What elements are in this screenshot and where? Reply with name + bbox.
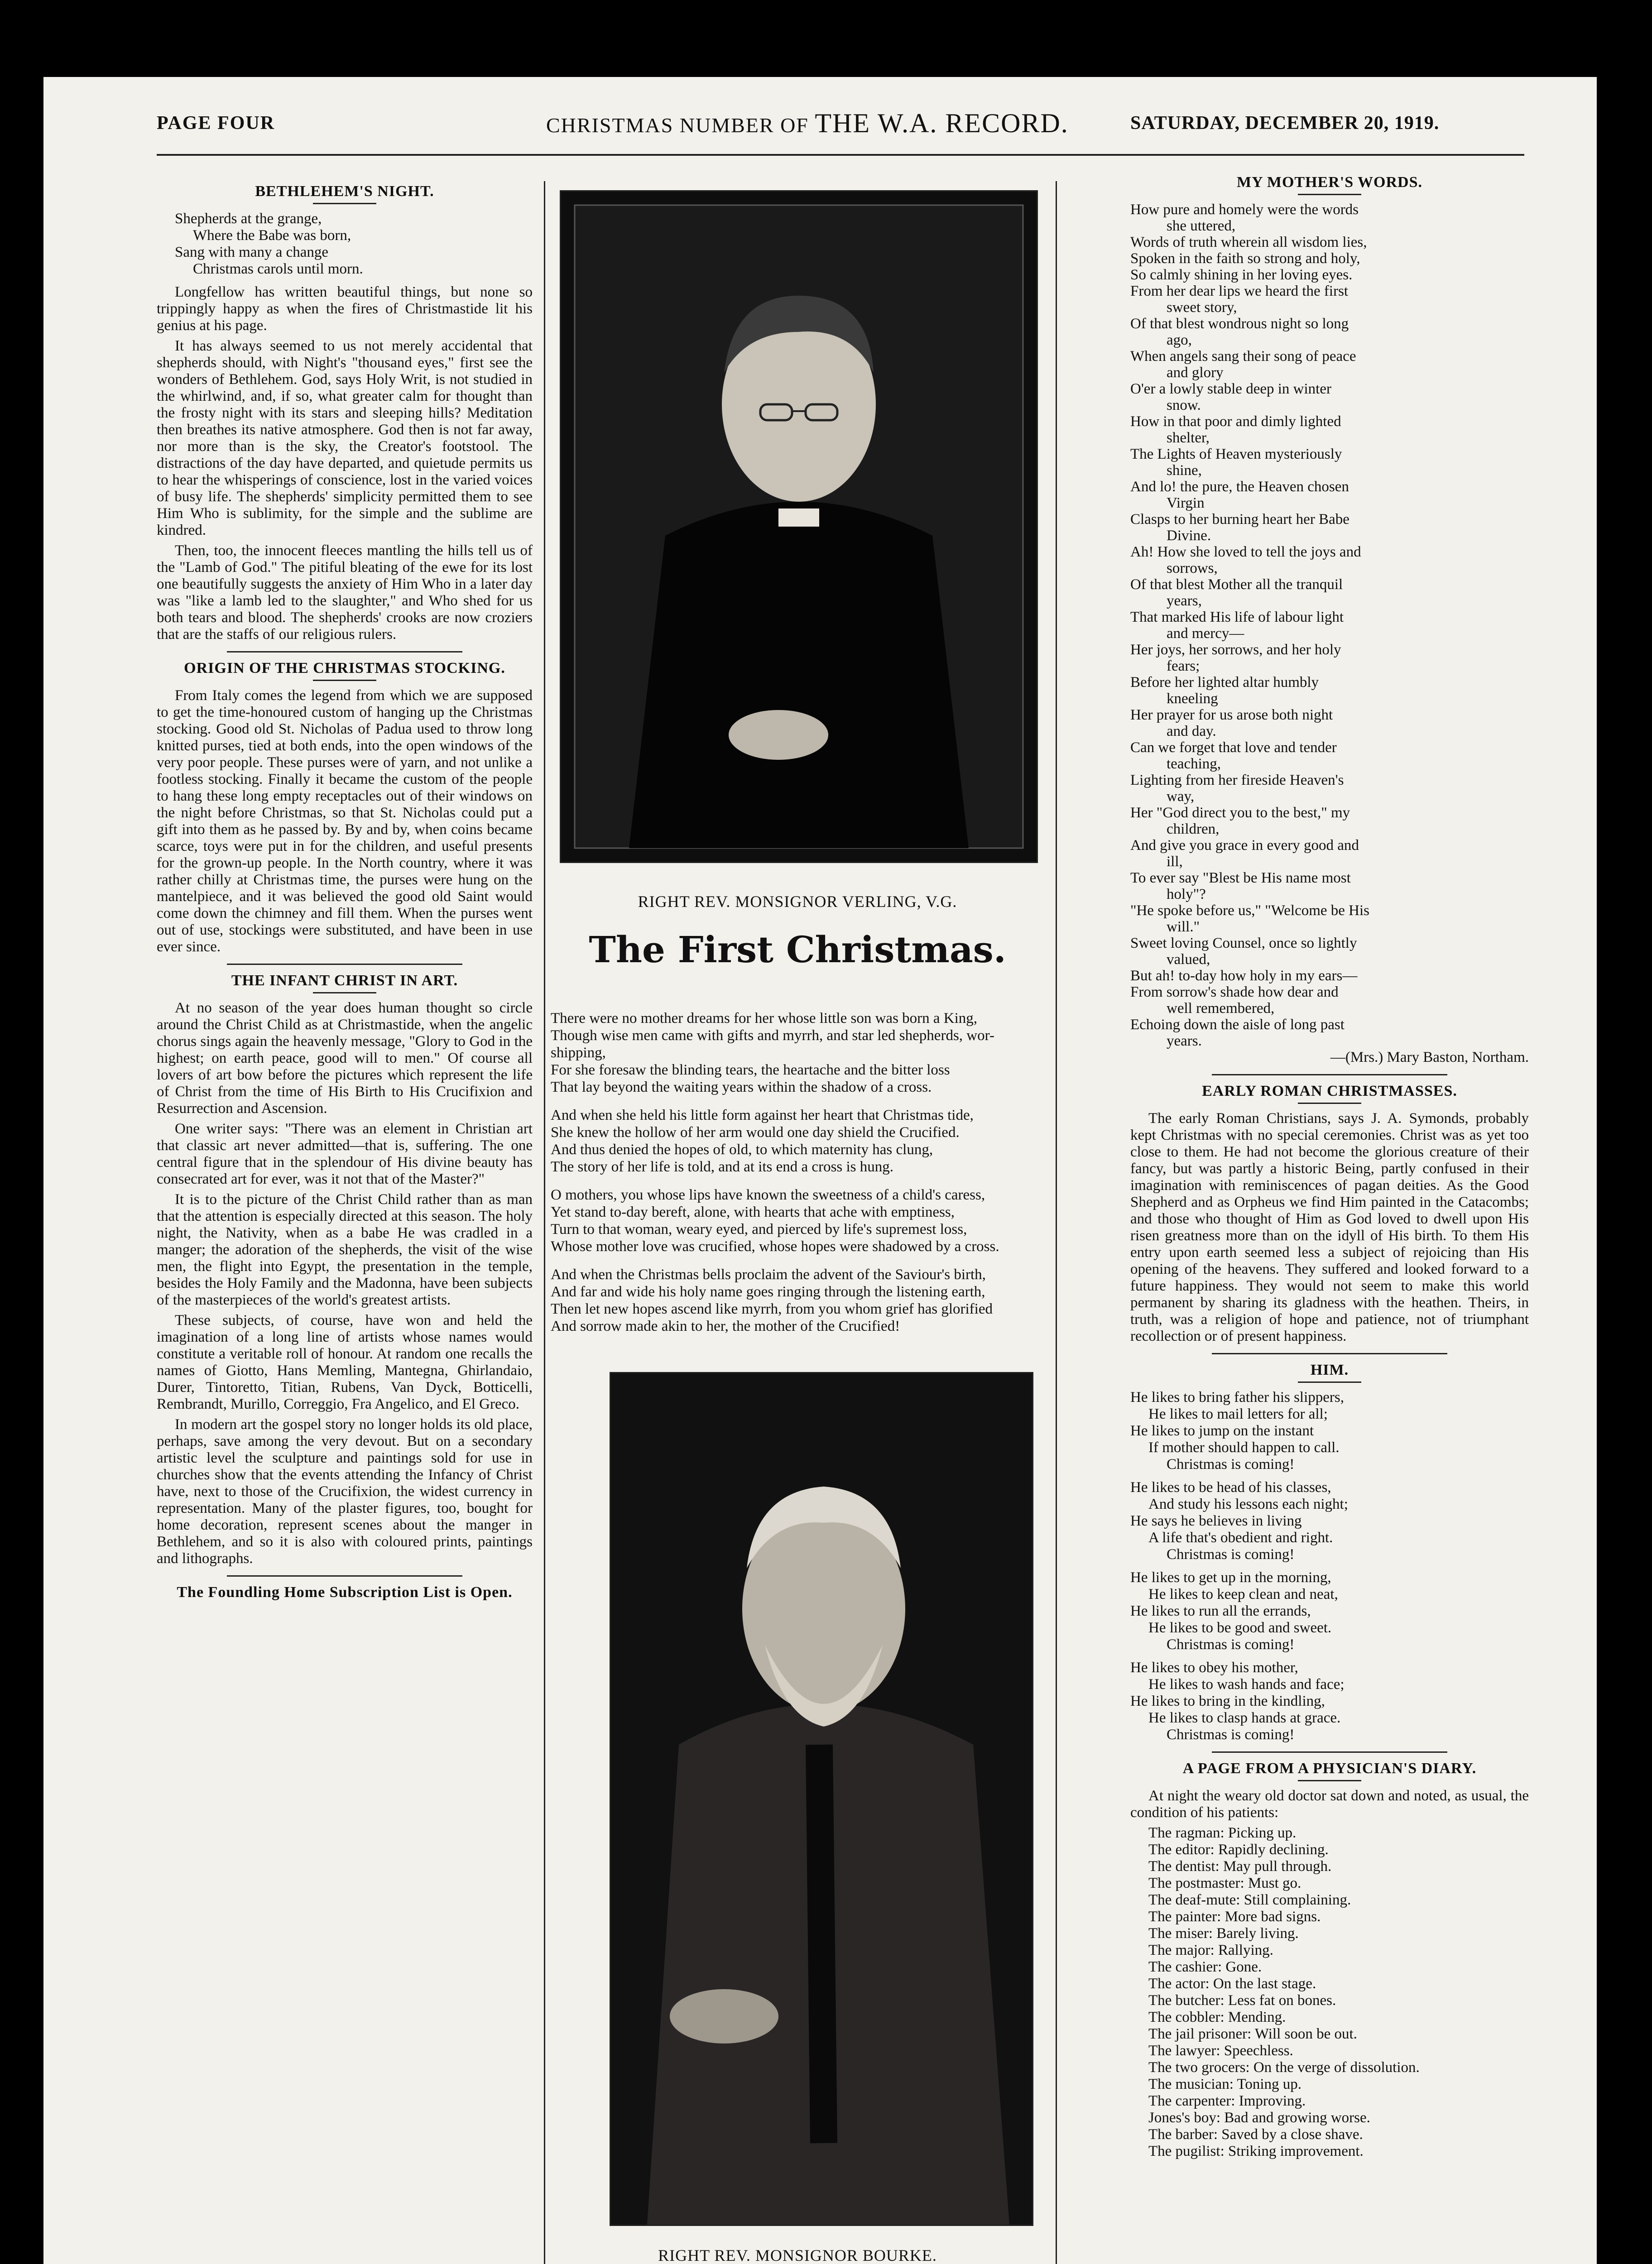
poem-line: Of that blest wondrous night so long <box>1130 316 1349 332</box>
poem-line: shelter, <box>1167 430 1210 446</box>
portrait-bourke-image <box>611 1373 1032 2225</box>
heading-rule <box>1298 194 1361 195</box>
poem-line: From her dear lips we heard the first <box>1130 283 1349 299</box>
poem-line: and mercy— <box>1167 625 1244 642</box>
heading-rule <box>313 203 376 204</box>
poem-line: Her "God direct you to the best," my <box>1130 805 1350 821</box>
stanza <box>1130 1389 1529 1473</box>
poem-line: Christmas is coming! <box>1167 1727 1295 1743</box>
poem-line: Words of truth wherein all wisdom lies, <box>1130 234 1367 250</box>
poem-line: And sorrow made akin to her, the mother of the Crucified! <box>551 1318 900 1334</box>
verse-line: Sang with many a change <box>175 244 329 260</box>
poem-line: she uttered, <box>1167 218 1236 234</box>
poem-line: He likes to be good and sweet. <box>1148 1620 1332 1636</box>
poem-line: But ah! to-day how holy in my ears— <box>1130 968 1358 984</box>
poem-line: "He spoke before us," "Welcome be His <box>1130 902 1370 919</box>
column-rule-right <box>1056 181 1057 2264</box>
left-column <box>157 177 533 1604</box>
poem-line: Turn to that woman, weary eyed, and pierced by life's supremest loss, <box>551 1221 967 1238</box>
poem-line: When angels sang their song of peace <box>1130 348 1356 365</box>
paragraph: It has always seemed to us not merely accidental that shepherds should, with Night's "thousand eyes," first see the wonders of Bethlehem. God, says Holy Writ, is not studied in the whirlwind, and, if so, what greater calm for thought than the frosty night with its stars and sleeping hills? Meditation then breathes its native atmosphere. God then is not far away, nor more than is the sky, the Creator's footstool. The distractions of the day have departed, and quietude permits us to hear the whisperings of conscience, lost in the varied voices of busy life. The shepherds' simplicity permitted them to see Him Who is sublimity, for the simple and the sublime are kindred. <box>157 338 533 538</box>
poem-line: well remembered, <box>1167 1000 1275 1017</box>
infant-christ-body <box>157 1000 533 1567</box>
paragraph: It is to the picture of the Christ Child rather than as man that the attention is especially directed at this season. The holy night, the Nativity, when as a babe He was cradled in a manger; the adoration of the shepherds, the visit of the wise men, the flight into Egypt, the presentation in the temple, besides the Holy Family and the Madonna, have been subjects of the masterpieces of the world's greatest artists. <box>157 1191 533 1308</box>
poem-line: Divine. <box>1167 528 1211 544</box>
poem-line: He likes to clasp hands at grace. <box>1148 1710 1341 1726</box>
poem-line: and glory <box>1167 365 1224 381</box>
poem-line: Her prayer for us arose both night <box>1130 707 1333 723</box>
diary-list <box>1130 1825 1529 2160</box>
masthead-rule <box>157 154 1524 156</box>
poem-line: The story of her life is told, and at its end a cross is hung. <box>551 1159 894 1175</box>
mothers-words-heading: MY MOTHER'S WORDS. <box>1237 174 1422 191</box>
diary-item: The lawyer: Speechless. <box>1148 2043 1293 2059</box>
section-divider <box>1212 1353 1447 1354</box>
poem-line: The Lights of Heaven mysteriously <box>1130 446 1342 462</box>
poem-line: sweet story, <box>1167 299 1237 316</box>
page-number: PAGE FOUR <box>157 113 275 134</box>
poem-line: Yet stand to-day bereft, alone, with hearts that ache with emptiness, <box>551 1204 955 1220</box>
poem-line: ill, <box>1167 854 1183 870</box>
poem-line: Before her lighted altar humbly <box>1130 674 1319 691</box>
poem-line: way, <box>1167 788 1195 805</box>
portrait-verling-image <box>561 192 1037 862</box>
stanza <box>1130 1569 1529 1653</box>
bethlehems-night-body <box>157 284 533 643</box>
paragraph: These subjects, of course, have won and held the imagination of a long line of artists whose names would constitute a veritable roll of honour. At random one recalls the names of Giotto, Hans Memling, Mantegna, Ghirlandaio, Durer, Tintoretto, Titian, Rubens, Van Dyck, Botticelli, Rembrandt, Murillo, Correggio, Fra Angelico, and El Greco. <box>157 1312 533 1412</box>
title-main: THE W.A. RECORD. <box>815 108 1069 138</box>
poem-line: If mother should happen to call. <box>1148 1439 1340 1456</box>
poem-line: Lighting from her fireside Heaven's <box>1130 772 1344 788</box>
poem-line: years, <box>1167 593 1202 609</box>
poem-line: Sweet loving Counsel, once so lightly <box>1130 935 1357 951</box>
diary-heading: A PAGE FROM A PHYSICIAN'S DIARY. <box>1182 1760 1477 1777</box>
diary-item: The deaf-mute: Still complaining. <box>1148 1892 1351 1908</box>
monsignor-bourke-photo <box>610 1372 1033 2226</box>
stocking-heading: ORIGIN OF THE CHRISTMAS STOCKING. <box>184 660 505 676</box>
poem-line: For she foresaw the blinding tears, the heartache and the bitter loss <box>551 1062 950 1078</box>
section-divider <box>1212 1751 1447 1753</box>
poem-line: And study his lessons each night; <box>1148 1496 1348 1512</box>
poem-line: Ah! How she loved to tell the joys and <box>1130 544 1361 560</box>
poem-line: He likes to wash hands and face; <box>1148 1676 1345 1693</box>
poem-line: Then let new hopes ascend like myrrh, from you whom grief has glorified <box>551 1301 993 1317</box>
paragraph: From Italy comes the legend from which we are supposed to get the time-honoured custom of hanging up the Christmas stocking. Good old St. Nicholas of Padua used to throw long knitted purses, tied at both ends, into the open windows of the very poor people. These purses were of yarn, and not unlike a footless stocking. Finally it became the custom of the people to hang these long empty receptacles out of their windows on the night before Christmas, so that St. Nicholas could put a gift into them as he passed by. By and by, when coins became scarce, toys were put in for the children, and useful presents for the grown-up people. In the North country, where it was rather chilly at Christmas time, the purses were hung on the mantelpiece, and it was believed the good old Saint would come down the chimney and fill them. When the purses went out of use, stockings were substituted, and have been in use ever since. <box>157 687 533 955</box>
diary-item: The cobbler: Mending. <box>1148 2009 1286 2025</box>
masthead <box>43 104 1597 140</box>
poem-line: Clasps to her burning heart her Babe <box>1130 511 1349 528</box>
diary-item: The major: Rallying. <box>1148 1942 1273 1958</box>
paragraph: Longfellow has written beautiful things, but none so trippingly happy as when the fires of Christmastide lit his genius at his page. <box>157 284 533 334</box>
diary-item: The postmaster: Must go. <box>1148 1875 1301 1891</box>
poem-line: And when she held his little form against her heart that Christmas tide, <box>551 1107 974 1123</box>
diary-item: The editor: Rapidly declining. <box>1148 1842 1329 1858</box>
stanza <box>551 1266 1053 1335</box>
poem-line: He likes to be head of his classes, <box>1130 1479 1331 1496</box>
title-prefix: CHRISTMAS NUMBER OF <box>546 114 809 137</box>
poem-line: ago, <box>1167 332 1192 348</box>
poem-line: He says he believes in living <box>1130 1513 1302 1529</box>
poem-line: There were no mother dreams for her whose little son was born a King, <box>551 1010 978 1026</box>
verse-line: Where the Babe was born, <box>193 227 351 244</box>
poem-line: So calmly shining in her loving eyes. <box>1130 267 1353 283</box>
poem-line: That lay beyond the waiting years within the shadow of a cross. <box>551 1079 932 1095</box>
poem-line: shine, <box>1167 462 1202 479</box>
poem-line: From sorrow's shade how dear and <box>1130 984 1339 1000</box>
diary-item: The cashier: Gone. <box>1148 1959 1262 1975</box>
stanza <box>1130 1479 1529 1563</box>
poem-line: He likes to mail letters for all; <box>1148 1406 1328 1422</box>
diary-item: The musician: Toning up. <box>1148 2076 1302 2092</box>
poem-line: He likes to get up in the morning, <box>1130 1569 1331 1586</box>
poem-line: He likes to jump on the instant <box>1130 1423 1314 1439</box>
poem-line: Christmas is coming! <box>1167 1636 1295 1653</box>
heading-rule <box>313 992 376 993</box>
column-rule-left <box>544 181 545 2264</box>
poem-line: Though wise men came with gifts and myrrh, and star led shepherds, wor- <box>551 1027 994 1044</box>
poem-line: That marked His life of labour light <box>1130 609 1344 625</box>
first-christmas-poem <box>551 1010 1053 1346</box>
paragraph: One writer says: "There was an element in Christian art that classic art never admitted—that is, suffering. The one central figure that in the splendour of His divine beauty has consecrated art for ever, was it not that of the Master?" <box>157 1121 533 1187</box>
poem-line: years. <box>1167 1033 1202 1049</box>
poem-line: He likes to run all the errands, <box>1130 1603 1311 1619</box>
him-poem <box>1130 1389 1529 1743</box>
paragraph: In modern art the gospel story no longer holds its old place, perhaps, save among the very devout. But on a secondary artistic level the sculpture and paintings sold for use in churches show that the events attending the Infancy of Christ have, next to those of the Crucifixion, the widest currency in representation. Many of the plaster figures, too, bought for home decoration, represent scenes about the manger in Bethlehem, and so it is also with coloured prints, paintings and lithographs. <box>157 1416 533 1567</box>
masthead-title <box>546 108 1069 139</box>
poem-line: How in that poor and dimly lighted <box>1130 413 1341 430</box>
foundling-notice: The Foundling Home Subscription List is Open. <box>177 1584 513 1601</box>
poem-line: teaching, <box>1167 756 1221 772</box>
diary-item: The butcher: Less fat on bones. <box>1148 1992 1336 2009</box>
paragraph: At no season of the year does human thought so circle around the Christ Child as at Christmastide, when the angelic chorus sings again the heavenly message, "Glory to God in the highest; on earth peace, good will to men." Of course all lovers of art bow before the pictures which represent the life of Christ from the time of His Birth to His Crucifixion and Resurrection and Ascension. <box>157 1000 533 1117</box>
diary-item: The jail prisoner: Will soon be out. <box>1148 2026 1357 2042</box>
verse-line: Shepherds at the grange, <box>175 211 322 227</box>
poem-line: And lo! the pure, the Heaven chosen <box>1130 479 1349 495</box>
diary-item: The two grocers: On the verge of dissolution. <box>1148 2059 1420 2076</box>
poem-line: Echoing down the aisle of long past <box>1130 1017 1345 1033</box>
section-divider <box>227 964 462 965</box>
stanza <box>551 1010 1053 1096</box>
poem-line: will." <box>1167 919 1200 935</box>
poem-line: And when the Christmas bells proclaim the advent of the Saviour's birth, <box>551 1266 986 1283</box>
stocking-body <box>157 687 533 955</box>
poem-line: and day. <box>1167 723 1216 739</box>
him-heading: HIM. <box>1310 1362 1349 1378</box>
poem-line: snow. <box>1167 397 1201 413</box>
diary-intro: At night the weary old doctor sat down and noted, as usual, the condition of his patients: <box>1130 1788 1529 1821</box>
poem-line: And far and wide his holy name goes ringing through the listening earth, <box>551 1284 985 1300</box>
poem-line: kneeling <box>1167 691 1218 707</box>
poem-line: valued, <box>1167 951 1210 968</box>
right-column <box>1130 168 1529 2160</box>
poem-line: He likes to bring in the kindling, <box>1130 1693 1325 1709</box>
mothers-words-signature: —(Mrs.) Mary Baston, Northam. <box>1330 1049 1529 1065</box>
poem-line: Christmas is coming! <box>1167 1546 1295 1563</box>
diary-item: The actor: On the last stage. <box>1148 1976 1316 1992</box>
poem-line: And give you grace in every good and <box>1130 837 1359 854</box>
poem-line: Her joys, her sorrows, and her holy <box>1130 642 1341 658</box>
diary-item: The barber: Saved by a close shave. <box>1148 2126 1363 2143</box>
poem-line: shipping, <box>551 1045 606 1061</box>
poem-line: He likes to obey his mother, <box>1130 1660 1298 1676</box>
diary-item: The pugilist: Striking improvement. <box>1148 2143 1364 2159</box>
roman-heading: EARLY ROMAN CHRISTMASSES. <box>1202 1083 1457 1099</box>
issue-date: SATURDAY, DECEMBER 20, 1919. <box>1130 113 1440 134</box>
poem-line: Christmas is coming! <box>1167 1456 1295 1473</box>
stanza <box>551 1186 1053 1255</box>
diary-item: The miser: Barely living. <box>1148 1925 1299 1942</box>
first-christmas-title: The First Christmas. <box>589 928 1006 971</box>
paragraph: Then, too, the innocent fleeces mantling the hills tell us of the "Lamb of God." The pitiful bleating of the ewe for its lost one beautifully suggests the anxiety of Him Who in a later day was "like a lamb led to the slaughter," and Who shed for us both tears and blood. The shepherds' crooks are now croziers that are the staffs of our religious rulers. <box>157 542 533 643</box>
poem-line: Spoken in the faith so strong and holy, <box>1130 250 1360 267</box>
section-divider <box>227 651 462 652</box>
heading-rule <box>1298 1381 1361 1383</box>
heading-rule <box>313 680 376 681</box>
heading-rule <box>1298 1780 1361 1781</box>
section-divider <box>227 1575 462 1577</box>
poem-line: holy"? <box>1167 886 1206 902</box>
poem-line: A life that's obedient and right. <box>1148 1530 1333 1546</box>
poem-line: O mothers, you whose lips have known the sweetness of a child's caress, <box>551 1187 985 1203</box>
newspaper-page <box>43 77 1597 2264</box>
stanza <box>551 1107 1053 1175</box>
poem-line: Can we forget that love and tender <box>1130 739 1337 756</box>
monsignor-verling-photo <box>560 190 1038 863</box>
bethlehems-night-heading: BETHLEHEM'S NIGHT. <box>255 183 434 200</box>
poem-line: fears; <box>1167 658 1200 674</box>
verse-line: Christmas carols until morn. <box>193 261 363 277</box>
diary-item: The dentist: May pull through. <box>1148 1858 1332 1875</box>
diary-item: The painter: More bad signs. <box>1148 1909 1321 1925</box>
heading-rule <box>1298 1103 1361 1104</box>
poem-line: sorrows, <box>1167 560 1218 576</box>
diary-item: The carpenter: Improving. <box>1148 2093 1306 2109</box>
diary-item: Jones's boy: Bad and growing worse. <box>1148 2110 1370 2126</box>
poem-line: How pure and homely were the words <box>1130 201 1359 218</box>
poem-line: To ever say "Blest be His name most <box>1130 870 1351 886</box>
poem-line: Virgin <box>1167 495 1205 511</box>
poem-line: And thus denied the hopes of old, to which maternity has clung, <box>551 1142 933 1158</box>
poem-line: She knew the hollow of her arm would one day shield the Crucified. <box>551 1124 960 1141</box>
poem-line: He likes to keep clean and neat, <box>1148 1586 1338 1602</box>
section-divider <box>1212 1074 1447 1075</box>
infant-christ-heading: THE INFANT CHRIST IN ART. <box>231 972 458 989</box>
stanza <box>1130 1660 1529 1743</box>
bourke-caption: RIGHT REV. MONSIGNOR BOURKE. <box>658 2246 937 2264</box>
bethlehems-night-verse <box>157 211 533 278</box>
verling-caption: RIGHT REV. MONSIGNOR VERLING, V.G. <box>638 892 957 911</box>
roman-body: The early Roman Christians, says J. A. Symonds, probably kept Christmas with no special ceremonies. Christ was as yet too close to them. He had not become the glorious creature of their fancy, but was partly a historic Being, partly confused in their imagination with reminiscences of pagan deities. As the Good Shepherd and as Orpheus we find Him painted in the Catacombs; and those who thought of Him as God loved to dwell upon His risen greatness more than on the idyll of His birth. To them His entry upon earth seemed less a subject of rejoicing than His opening of the heavens. They suffered and looked forward to a future happiness. They would not seem to make this world permanent by sharing its gladness with the heathen. Theirs, in truth, was a religion of hope and patience, not of triumphant recollection or of present happiness. <box>1130 1110 1529 1344</box>
mothers-words-poem <box>1130 201 1529 1049</box>
poem-line: children, <box>1167 821 1220 837</box>
poem-line: Whose mother love was crucified, whose hopes were shadowed by a cross. <box>551 1238 999 1255</box>
diary-item: The ragman: Picking up. <box>1148 1825 1297 1841</box>
poem-line: He likes to bring father his slippers, <box>1130 1389 1344 1405</box>
poem-line: O'er a lowly stable deep in winter <box>1130 381 1331 397</box>
poem-line: Of that blest Mother all the tranquil <box>1130 576 1343 593</box>
